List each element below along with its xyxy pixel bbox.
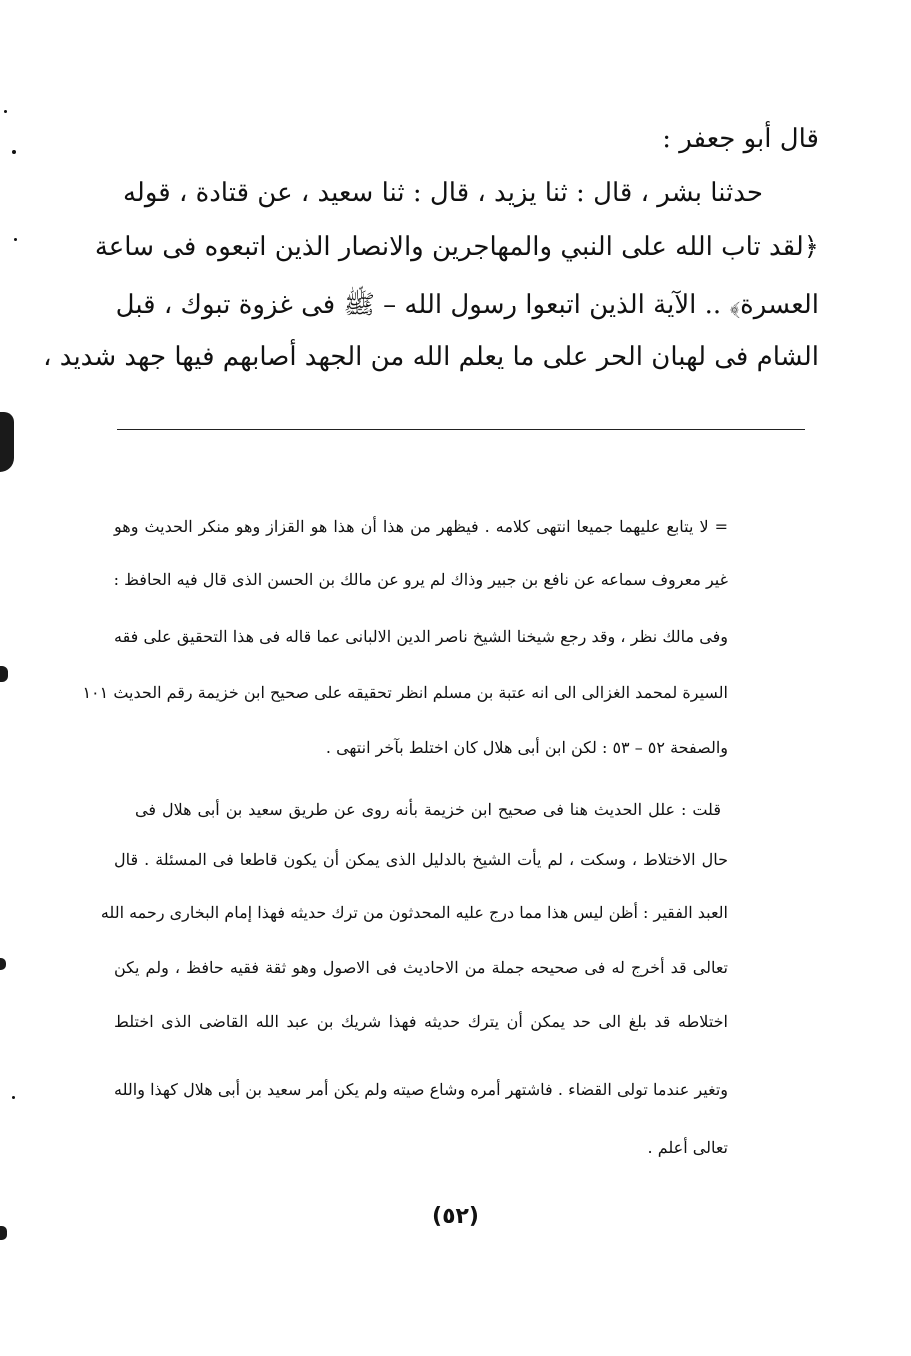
footnote-line: السيرة لمحمد الغزالى الى انه عتبة بن مسلم انظر تحقيقه على صحيح ابن خزيمة رقم الحديث ١٠١ — [82, 683, 728, 702]
scan-mark — [0, 412, 14, 472]
footnote-line: وتغير عندما تولى القضاء . فاشتهر أمره وشاع صيته ولم يكن أمر سعيد بن أبى هلال كهذا والله — [114, 1080, 728, 1099]
footnote-line: وفى مالك نظر ، وقد رجع شيخنا الشيخ ناصر الدين الالبانى عما قاله فى هذا التحقيق على فقه — [114, 627, 728, 646]
scan-speck — [12, 150, 16, 154]
scan-speck — [12, 1096, 15, 1099]
scan-mark — [0, 666, 8, 682]
scan-speck — [4, 110, 7, 113]
footnote-line: غير معروف سماعه عن نافع بن جبير وذاك لم يرو عن مالك بن الحسن الذى قال فيه الحافظ : — [113, 570, 728, 589]
main-text-line-2: حدثنا بشر ، قال : ثنا يزيد ، قال : ثنا سعيد ، عن قتادة ، قوله — [122, 178, 763, 208]
footnote-divider — [117, 429, 805, 430]
scan-speck — [14, 238, 17, 241]
footnote-line: حال الاختلاط ، وسكت ، لم يأت الشيخ بالدليل الذى يمكن أن يكون قاطعا فى المسئلة . قال — [114, 850, 729, 869]
main-text-line-4: العسرة﴾ .. الآية الذين اتبعوا رسول الله – ﷺ فى غزوة تبوك ، قبل — [115, 290, 819, 320]
scan-mark — [0, 1226, 7, 1240]
footnote-line: اختلاطه قد بلغ الى حد يمكن أن يترك حديثه فهذا شريك بن عبد الله القاضى الذى اختلط — [114, 1012, 728, 1031]
main-text-line-5: الشام فى لهبان الحر على ما يعلم الله من الجهد أصابهم فيها جهد شديد ، — [43, 342, 819, 372]
footnote-line: والصفحة ٥٢ – ٥٣ : لكن ابن أبى هلال كان اختلط بآخر انتهى . — [325, 738, 728, 757]
footnote-line: قلت : علل الحديث هنا فى صحيح ابن خزيمة بأنه روى عن طريق سعيد بن أبى هلال فى — [135, 800, 722, 819]
footnote-line: = لا يتابع عليهما جميعا انتهى كلامه . فيظهر من هذا أن هذا هو القزاز وهو منكر الحديث وهو — [114, 517, 728, 536]
main-text-line-3: ﴿لقد تاب الله على النبي والمهاجرين والانصار الذين اتبعوه فى ساعة — [94, 232, 819, 262]
page-number: (٥٢) — [432, 1204, 479, 1229]
footnote-line: تعالى قد أخرج له فى صحيحه جملة من الاحاديث فى الاصول وهو ثقة فقيه حافظ ، ولم يكن — [114, 958, 728, 977]
main-text-line-1: قال أبو جعفر : — [662, 124, 819, 154]
footnote-line: العبد الفقير : أظن ليس هذا مما درج عليه المحدثون من ترك حديثه فهذا إمام البخارى رحمه الله — [100, 903, 728, 922]
footnote-line: تعالى أعلم . — [647, 1138, 728, 1157]
scan-mark — [0, 958, 6, 970]
